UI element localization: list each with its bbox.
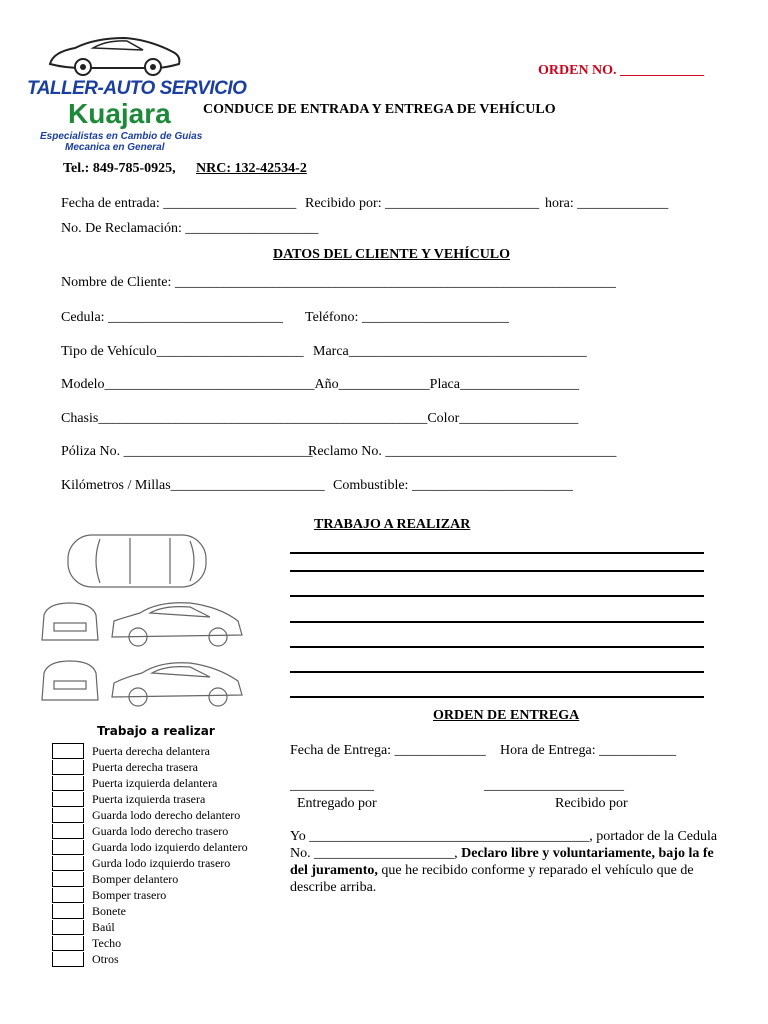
work-line-6: [290, 671, 704, 673]
document-title: CONDUCE DE ENTRADA Y ENTREGA DE VEHÍCULO: [203, 102, 556, 117]
declaration-bold: Declaro libre y voluntariamente, bajo la fe del juramento,: [290, 846, 714, 878]
item-label: Bomper delantero: [92, 871, 179, 886]
list-item[interactable]: [52, 791, 248, 807]
checkbox[interactable]: [52, 856, 84, 871]
delivery-time-field: Hora de Entrega: ___________: [500, 743, 677, 758]
signature-line-left: ____________: [290, 778, 374, 793]
list-item[interactable]: [52, 887, 248, 903]
list-item[interactable]: [52, 871, 248, 887]
logo-car-icon: [45, 30, 185, 80]
checkbox[interactable]: [52, 743, 84, 759]
work-line-1: [290, 552, 704, 554]
checkbox[interactable]: [52, 776, 84, 791]
logo-tagline1: Especialistas en Cambio de Guias: [40, 131, 203, 142]
signature-line-right: ____________________: [484, 778, 624, 793]
client-section-heading: DATOS DEL CLIENTE Y VEHÍCULO: [273, 247, 511, 262]
checkbox[interactable]: [52, 840, 84, 855]
car-diagram-icon: [30, 525, 270, 715]
checkbox[interactable]: [52, 936, 84, 951]
item-label: Otros: [92, 951, 119, 966]
checkbox[interactable]: [52, 952, 84, 967]
logo-line1: TALLER-AUTO SERVICIO: [27, 78, 247, 99]
logo-brand: Kuajara: [68, 98, 171, 129]
item-label: Guarda lodo izquierdo delantero: [92, 839, 248, 854]
work-line-7: [290, 696, 704, 698]
work-heading: TRABAJO A REALIZAR: [314, 517, 471, 532]
model-year-plate-field: Modelo______________________________Año_____________Placa_________________: [61, 377, 579, 392]
order-number: ORDEN NO. ____________: [538, 63, 705, 78]
phone: Tel.: 849-785-0925,: [63, 161, 176, 176]
list-item[interactable]: [52, 951, 248, 967]
work-list-title: Trabajo a realizar: [97, 724, 215, 738]
item-label: Bomper trasero: [92, 887, 167, 902]
declaration-text: [290, 828, 720, 896]
item-label: Techo: [92, 935, 122, 950]
id-field: Cedula: _________________________: [61, 310, 284, 325]
work-line-2: [290, 570, 704, 572]
policy-field: Póliza No. ___________________________: [61, 444, 313, 459]
list-item[interactable]: [52, 903, 248, 919]
received-by-field: Recibido por: ______________________: [305, 196, 540, 211]
checkbox[interactable]: [52, 824, 84, 839]
list-item[interactable]: [52, 935, 248, 951]
checkbox[interactable]: [52, 792, 84, 807]
delivered-by-label: Entregado por: [297, 796, 377, 811]
vehicle-type-field: Tipo de Vehículo_____________________: [61, 344, 304, 359]
item-label: Gurda lodo izquierdo trasero: [92, 855, 231, 870]
delivery-heading: ORDEN DE ENTREGA: [433, 708, 580, 723]
item-label: Puerta izquierda trasera: [92, 791, 206, 806]
checkbox[interactable]: [52, 920, 84, 935]
list-item[interactable]: [52, 855, 248, 871]
work-line-5: [290, 646, 704, 648]
declaration-end: que he recibido conforme y reparado el vehículo que de describe arriba.: [290, 863, 694, 895]
item-label: Baúl: [92, 919, 115, 934]
item-label: Guarda lodo derecho trasero: [92, 823, 229, 838]
work-line-3: [290, 595, 704, 597]
item-label: Puerta izquierda delantera: [92, 775, 218, 790]
fuel-field: Combustible: _______________________: [333, 478, 573, 493]
list-item[interactable]: [52, 839, 248, 855]
work-checklist: [52, 743, 248, 967]
entry-date-field: Fecha de entrada: ___________________: [61, 196, 297, 211]
list-item[interactable]: [52, 775, 248, 791]
list-item[interactable]: [52, 807, 248, 823]
checkbox[interactable]: [52, 904, 84, 919]
received-by-label: Recibido por: [555, 796, 628, 811]
declaration-start: Yo ________________________________________, portador de la Cedula No. ____________________,: [290, 829, 718, 861]
claim-number-field: No. De Reclamación: ___________________: [61, 221, 319, 236]
item-label: Puerta derecha trasera: [92, 759, 198, 774]
work-line-4: [290, 621, 704, 623]
list-item[interactable]: [52, 823, 248, 839]
item-label: Guarda lodo derecho delantero: [92, 807, 241, 822]
checkbox[interactable]: [52, 808, 84, 823]
checkbox[interactable]: [52, 872, 84, 887]
list-item[interactable]: [52, 759, 248, 775]
checkbox[interactable]: [52, 888, 84, 903]
entry-time-field: hora: _____________: [545, 196, 669, 211]
phone-field: Teléfono: _____________________: [305, 310, 509, 325]
list-item[interactable]: [52, 743, 248, 759]
nrc: NRC: 132-42534-2: [196, 161, 307, 176]
claim-field: Reclamo No. _________________________________: [308, 444, 617, 459]
delivery-date-field: Fecha de Entrega: _____________: [290, 743, 486, 758]
client-name-field: Nombre de Cliente: _______________________________________________________________: [61, 275, 616, 290]
item-label: Puerta derecha delantera: [92, 743, 210, 758]
list-item[interactable]: [52, 919, 248, 935]
chassis-color-field: Chasis_______________________________________________Color_________________: [61, 411, 579, 426]
logo-tagline2: Mecanica en General: [65, 142, 165, 153]
mileage-field: Kilómetros / Millas______________________: [61, 478, 325, 493]
checkbox[interactable]: [52, 760, 84, 775]
brand-field: Marca__________________________________: [313, 344, 587, 359]
item-label: Bonete: [92, 903, 126, 918]
